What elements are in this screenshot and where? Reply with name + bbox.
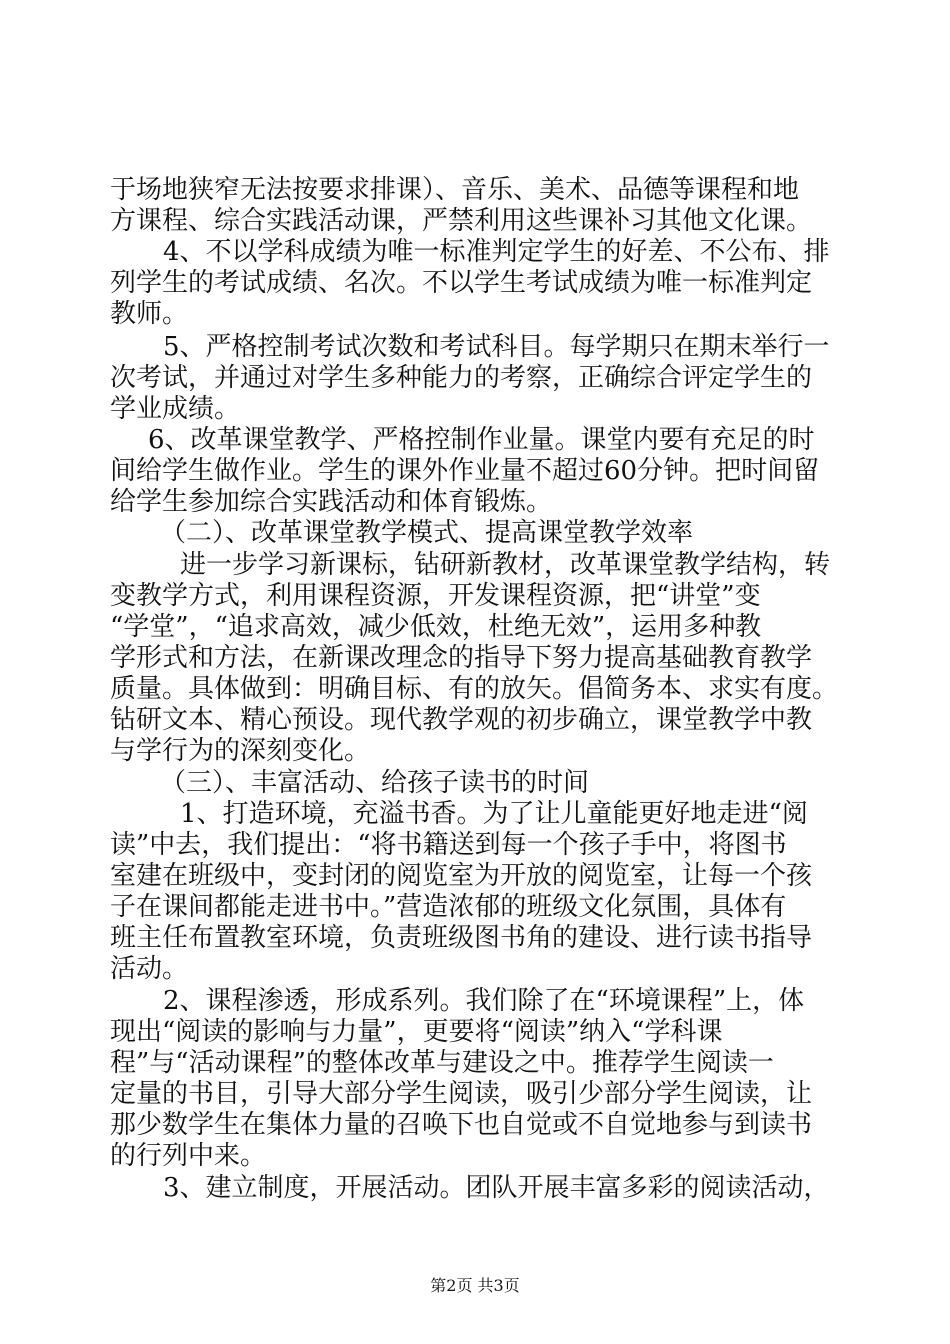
text-line: 班主任布置教室环境，负责班级图书角的建设、进行读书指导 <box>110 923 813 953</box>
text-line: 程”与“活动课程”的整体改革与建设之中。推荐学生阅读一 <box>110 1048 774 1078</box>
text-line: “学堂”，“追求高效，减少低效，杜绝无效”，运用多种教 <box>110 612 762 642</box>
text-line: 列学生的考试成绩、名次。不以学生考试成绩为唯一标准判定 <box>110 268 813 298</box>
text-line: 质量。具体做到：明确目标、有的放矢。倡简务本、求实有度。 <box>110 674 839 704</box>
text-line: 3、建立制度，开展活动。团队开展丰富多彩的阅读活动， <box>163 1173 830 1203</box>
text-line: 的行列中来。 <box>110 1141 267 1171</box>
text-line: 活动。 <box>110 954 189 984</box>
text-line: 4、不以学科成绩为唯一标准判定学生的好差、不公布、排 <box>163 237 830 267</box>
text-line: 给学生参加综合实践活动和体育锻炼。 <box>110 487 553 517</box>
text-line: 子在课间都能走进书中。”营造浓郁的班级文化氛围，具体有 <box>110 892 787 922</box>
text-line: 室建在班级中，变封闭的阅览室为开放的阅览室，让每一个孩 <box>110 861 813 891</box>
text-line: 6、改革课堂教学、严格控制作业量。课堂内要有充足的时 <box>148 425 815 455</box>
text-line: 定量的书目，引导大部分学生阅读，吸引少部分学生阅读，让 <box>110 1079 813 1109</box>
section-heading: （二）、改革课堂教学模式、提高课堂教学效率 <box>160 518 694 548</box>
text-line: 与学行为的深刻变化。 <box>110 736 371 766</box>
text-line: 间给学生做作业。学生的课外作业量不超过60分钟。把时间留 <box>110 456 820 486</box>
text-line: 2、课程渗透，形成系列。我们除了在“环境课程”上，体 <box>163 986 805 1016</box>
section-heading: （三）、丰富活动、给孩子读书的时间 <box>160 768 590 798</box>
text-line: 次考试，并通过对学生多种能力的考察，正确综合评定学生的 <box>110 363 813 393</box>
text-line: 5、严格控制考试次数和考试科目。每学期只在期末举行一 <box>163 332 830 362</box>
text-line: 学业成绩。 <box>110 394 241 424</box>
text-line: 钻研文本、精心预设。现代教学观的初步确立，课堂教学中教 <box>110 705 813 735</box>
text-line: 进一步学习新课标，钻研新教材，改革课堂教学结构，转 <box>180 550 831 580</box>
text-line: 方课程、综合实践活动课，严禁利用这些课补习其他文化课。 <box>110 206 813 236</box>
text-line: 那少数学生在集体力量的召唤下也自觉或不自觉地参与到读书 <box>110 1110 813 1140</box>
text-line: 1、打造环境，充溢书香。为了让儿童能更好地走进“阅 <box>180 799 808 829</box>
text-line: 学形式和方法，在新课改理念的指导下努力提高基础教育教学 <box>110 643 813 673</box>
text-line: 读”中去，我们提出：“将书籍送到每一个孩子手中，将图书 <box>110 830 787 860</box>
page-footer: 第2页 共3页 <box>430 1276 520 1295</box>
text-line: 教师。 <box>110 299 189 329</box>
text-line: 变教学方式，利用课程资源，开发课程资源，把“讲堂”变 <box>110 581 761 611</box>
text-line: 于场地狭窄无法按要求排课）、音乐、美术、品德等课程和地 <box>110 175 800 205</box>
text-line: 现出“阅读的影响与力量”，更要将“阅读”纳入“学科课 <box>110 1017 723 1047</box>
